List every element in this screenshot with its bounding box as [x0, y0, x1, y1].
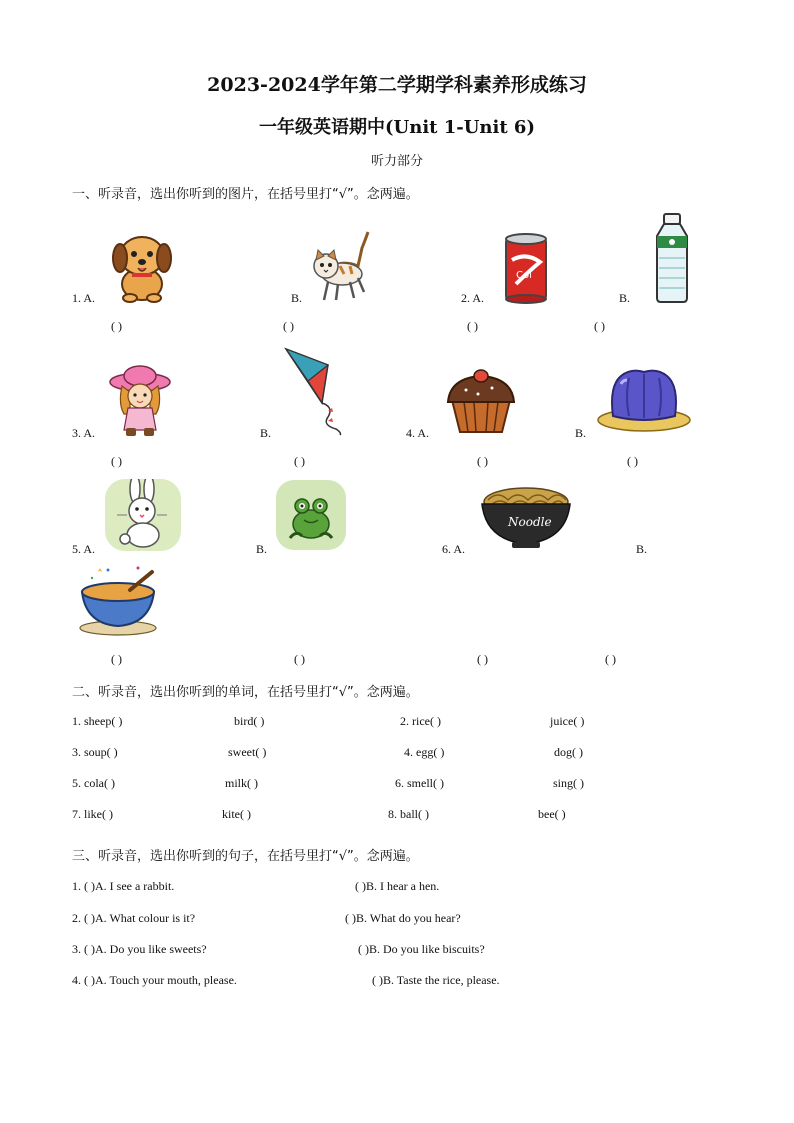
sentence-option-b[interactable]: ( )B. What do you hear?: [345, 911, 461, 925]
section2-instruction: 二、听录音，选出你听到的单词，在括号里打“√”。念两遍。: [72, 685, 419, 700]
water-bottle-picture: [649, 212, 695, 304]
answer-bracket[interactable]: ( ): [467, 319, 478, 333]
q6-b-label: B.: [636, 542, 648, 556]
word-option[interactable]: 2. rice( ): [400, 714, 441, 728]
word-option[interactable]: 5. cola( ): [72, 776, 115, 790]
word-option[interactable]: dog( ): [554, 745, 583, 759]
answer-bracket[interactable]: ( ): [477, 454, 488, 468]
kite-picture: [282, 345, 352, 437]
answer-bracket[interactable]: ( ): [627, 454, 638, 468]
answer-bracket[interactable]: ( ): [283, 319, 294, 333]
sentence-option-a[interactable]: 1. ( )A. I see a rabbit.: [72, 879, 175, 893]
svg-text:Col: Col: [516, 270, 532, 281]
q3-b-label: B.: [260, 426, 272, 440]
noodles-picture: [478, 484, 574, 550]
q2-b-label: B.: [619, 291, 631, 305]
word-option[interactable]: juice( ): [550, 714, 585, 728]
frog-picture: [276, 480, 346, 550]
dog-picture: [108, 226, 176, 304]
rabbit-picture: [105, 479, 181, 551]
sentence-option-b[interactable]: ( )B. I hear a hen.: [355, 879, 440, 893]
word-option[interactable]: 4. egg( ): [404, 745, 445, 759]
sentence-option-a[interactable]: 4. ( )A. Touch your mouth, please.: [72, 973, 237, 987]
doll-picture: [108, 364, 172, 438]
answer-bracket[interactable]: ( ): [111, 319, 122, 333]
sentence-option-b[interactable]: ( )B. Do you like biscuits?: [358, 942, 485, 956]
word-option[interactable]: 7. like( ): [72, 807, 113, 821]
section1-instruction: 一、听录音，选出你听到的图片，在括号里打“√”。念两遍。: [72, 187, 419, 202]
q4-a-label: 4. A.: [406, 426, 430, 440]
sentence-option-a[interactable]: 2. ( )A. What colour is it?: [72, 911, 196, 925]
answer-bracket[interactable]: ( ): [294, 454, 305, 468]
q1-a-label: 1. A.: [72, 291, 96, 305]
q5-a-label: 5. A.: [72, 542, 96, 556]
word-option[interactable]: sweet( ): [228, 745, 267, 759]
sentence-option-a[interactable]: 3. ( )A. Do you like sweets?: [72, 942, 207, 956]
noodle-label: Noodle: [508, 515, 552, 529]
q6-a-label: 6. A.: [442, 542, 466, 556]
word-option[interactable]: kite( ): [222, 807, 251, 821]
q2-a-label: 2. A.: [461, 291, 485, 305]
answer-bracket[interactable]: ( ): [111, 454, 122, 468]
answer-bracket[interactable]: ( ): [605, 652, 616, 666]
section3-instruction: 三、听录音，选出你听到的句子，在括号里打“√”。念两遍。: [72, 849, 419, 864]
word-option[interactable]: 3. soup( ): [72, 745, 118, 759]
word-option[interactable]: milk( ): [225, 776, 258, 790]
q4-b-label: B.: [575, 426, 587, 440]
part-heading: 听力部分: [370, 154, 423, 169]
answer-bracket[interactable]: ( ): [594, 319, 605, 333]
cola-can-picture: [502, 232, 550, 304]
answer-bracket[interactable]: ( ): [477, 652, 488, 666]
q5-b-label: B.: [256, 542, 268, 556]
exam-subtitle: 一年级英语期中(Unit 1-Unit 6): [259, 117, 535, 138]
word-option[interactable]: sing( ): [553, 776, 584, 790]
cat-picture: [310, 228, 370, 304]
word-option[interactable]: 1. sheep( ): [72, 714, 123, 728]
answer-bracket[interactable]: ( ): [294, 652, 305, 666]
soup-picture: [78, 564, 160, 636]
sentence-option-b[interactable]: ( )B. Taste the rice, please.: [372, 973, 500, 987]
word-option[interactable]: 8. ball( ): [388, 807, 429, 821]
word-option[interactable]: 6. smell( ): [395, 776, 444, 790]
cupcake-picture: [444, 368, 518, 436]
exam-title: 2023-2024学年第二学期学科素养形成练习: [207, 74, 587, 96]
q1-b-label: B.: [291, 291, 303, 305]
word-option[interactable]: bird( ): [234, 714, 265, 728]
jelly-picture: [595, 366, 693, 432]
q3-a-label: 3. A.: [72, 426, 96, 440]
word-option[interactable]: bee( ): [538, 807, 566, 821]
answer-bracket[interactable]: ( ): [111, 652, 122, 666]
